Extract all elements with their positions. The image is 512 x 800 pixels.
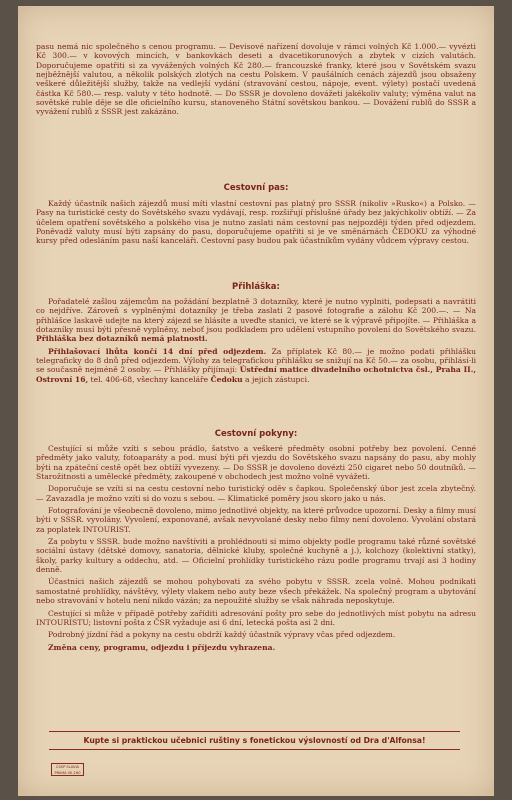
freedom-paragraph: Účastníci našich zájezdů se mohou pohybovati za svého pobytu v SSSR. zcela volně. Mohou podnikati samostatné prohlídky, návštěvy, výlety vlakem nebo auty beze všech překážek. Na společný program a ubytování nebo stravování v hotelu není nikdo vázán; za nepoužité služby se však náhrada neposkytuje. [36, 577, 476, 606]
timetable-paragraph: Podrobný jízdní řád a pokyny na cestu obdrží každý účastník výpravy včas před odjezdem. [48, 630, 396, 640]
contact-text: tel. 406-68, všechny kanceláře [88, 374, 211, 384]
application-paragraph-1 [36, 297, 476, 344]
travel-instructions-heading: Cestovní pokyny: [214, 429, 298, 439]
agents-text: a jejich zástupci. [242, 374, 310, 384]
application-heading: Přihláška: [232, 282, 280, 292]
intourist-name: INTOURIST. [82, 524, 131, 534]
footer-bottom-rule [49, 749, 460, 750]
cedok-name: Čedoku [210, 374, 243, 384]
stamp-line-1: ČSSP SLAVIA [56, 765, 79, 769]
deadline-note: Přihlašovací lhůta končí 14 dní před odjezdem. [48, 346, 267, 356]
intro-paragraph: pasu nemá nic společného s cenou programu. — Devisové nařízení dovoluje v rámci volných Kč 1.000.— vyvézti Kč 300.— v kovových mincích, v bankovkách deseti a dvacetikorunových a zbytek v cizích valutách. Doporučujeme opatřiti si za vyvážených volných Kč 280.— francouzské franky, které jsou v Sovětském svazu nejběžnější valutou, a několik polských zlotých na cestu Polskem. V paušálních cenách zájezdů jsou obsaženy veškeré důležitější služby, takže na vedlejší vydání (stravování cestou, nápoje, event. výlety) postačí uvedená částka Kč 580.— resp. valuty v této hodnotě. — Do SSSR je dovoleno dovážeti jakékoliv valuty; výměna valut na sovětské ruble děje se dle oficielního kursu, stanoveného Státní sovětskou bankou. — Dovážení rublů do SSSR a vyvážení rublů z SSSR jest zakázáno. [36, 42, 476, 117]
printer-stamp [51, 763, 84, 776]
passport-paragraph: Každý účastník našich zájezdů musí míti vlastní cestovní pas platný pro SSSR (nikoliv »Rusko«) a Polsko. — Pasy na turistické cesty do Sovětského svazu vydávají, resp. rozšiřují příslušné úřady bez jakýchkoliv obtíží. — Za účelem opatření sovětského a polského visa je nutno zaslati nám cestovní pas nejpozději týden před odjezdem. Poněvadž valuty musí býti zapsány do pasu, doporučujeme opatřiti si je ve směnárnách ČEDOKU za výhodné kursy před odesláním pasu naší kanceláři. Cestovní pasy budou pak účastníkům vydány vůdcem výpravy cestou. [36, 199, 476, 246]
passport-heading: Cestovní pas: [223, 183, 289, 193]
changes-reserved-note: Změna ceny, programu, odjezdu i příjezdu vyhrazena. [48, 642, 276, 652]
application-section [36, 297, 476, 387]
clothing-paragraph: Doporučuje se vzíti si na cestu cestovní nebo turistický oděv s čapkou. Společenský úbor jest zcela zbytečný. — Zavazadla je možno vzíti si do vozu s sebou. — Klimatické poměry jsou skoro jako u nás. [36, 484, 476, 503]
application-validity-note: Přihláška bez dotazníků nemá platnosti. [36, 334, 208, 344]
luggage-paragraph: Cestující si může vzíti s sebou prádlo, šatstvo a veškeré předměty osobní potřeby bez povolení. Cenné předměty jako valuty, fotoaparáty a pod. musí býti při vjezdu do Sovětského svazu napsány do pasu, aby mohly býti na zpáteční cestě opět bez obtíží vyvezeny. — Do SSSR je dovoleno dovézti 250 cigaret nebo 50 doutníků. — Starožitnosti a umělecké předměty, zakoupené v obchodech jest možno volně vyvážeti. [36, 444, 476, 482]
photography-paragraph [36, 506, 476, 534]
photography-text: Fotografování je všeobecně dovoleno, mimo jednotlivé objekty, na které průvodce upozorní. Desky a filmy musí býti v SSSR. vyvolány. Vyvolení, exponované, avšak nevyvolané desky nebo filmy není dovoleno. Vyvolání obstará za poplatek [36, 506, 476, 534]
travel-instructions-section [36, 444, 476, 655]
mail-paragraph: Cestující si může v případě potřeby zaříditi adresování pošty pro sebe do jednotlivých míst pobytu na adresu INTOURISTU; listovní pošta z ČSR vyžaduje asi 6 dní, letecká pošta asi 2 dni. [36, 608, 476, 627]
application-paragraph-2 [36, 347, 476, 384]
document-page [18, 6, 494, 796]
stamp-line-2: PRAHA VII-160 [54, 771, 81, 775]
passport-section [36, 199, 476, 249]
organizer-address: Ústřední matice divadelního ochotnictva čsl., Praha II., Ostrovní 16, [36, 365, 476, 384]
intro-section [36, 42, 476, 120]
visits-paragraph: Za pobytu v SSSR. bude možno navštíviti a prohlédnouti si mimo objekty podle programu také různé sovětské sociální ústavy (dětské domovy, sanatoria, dělnické kluby, společné kuchyně a j.), kolchozy (kolektivní statky), školy, parky kultury a oddechu, atd. — Oficielní prohlídky turistického rázu podle programu trvají asi 3 hodiny denně. [36, 537, 476, 575]
footer-top-rule [49, 731, 460, 732]
deadline-text: Za příplatek Kč 80.— je možno podati přihlášku telegraficky do 8 dnů před odjezdem. Výlohy za telegrafickou přihlášku se snižují na Kč 50.— za osobu, přihlásí-li se současně nejméně 2 osoby. — Přihlášky přijímají: [36, 346, 477, 375]
application-text: Pořadatelé zašlou zájemcům na požádání bezplatně 3 dotazníky, které je nutno vyplniti, podepsati a navrátiti co nejdříve. Zároveň s vyplněnými dotazníky je třeba zaslati 2 pasové fotografie a zálohu Kč 200.—. — Na přihlášce laskavě udejte na který zájezd se hlásíte a uveďte stanici, ve které se k výpravě připojíte. — Přihláška a dotazníky musí býti přesně vyplněny, neboť jsou podkladem pro udělení vstupního povolení do Sovětského svazu. [36, 297, 476, 335]
footer-advert: Kupte si praktickou učebnici ruštiny s fonetickou výslovností od Dra d'Alfonsa! [83, 736, 426, 745]
